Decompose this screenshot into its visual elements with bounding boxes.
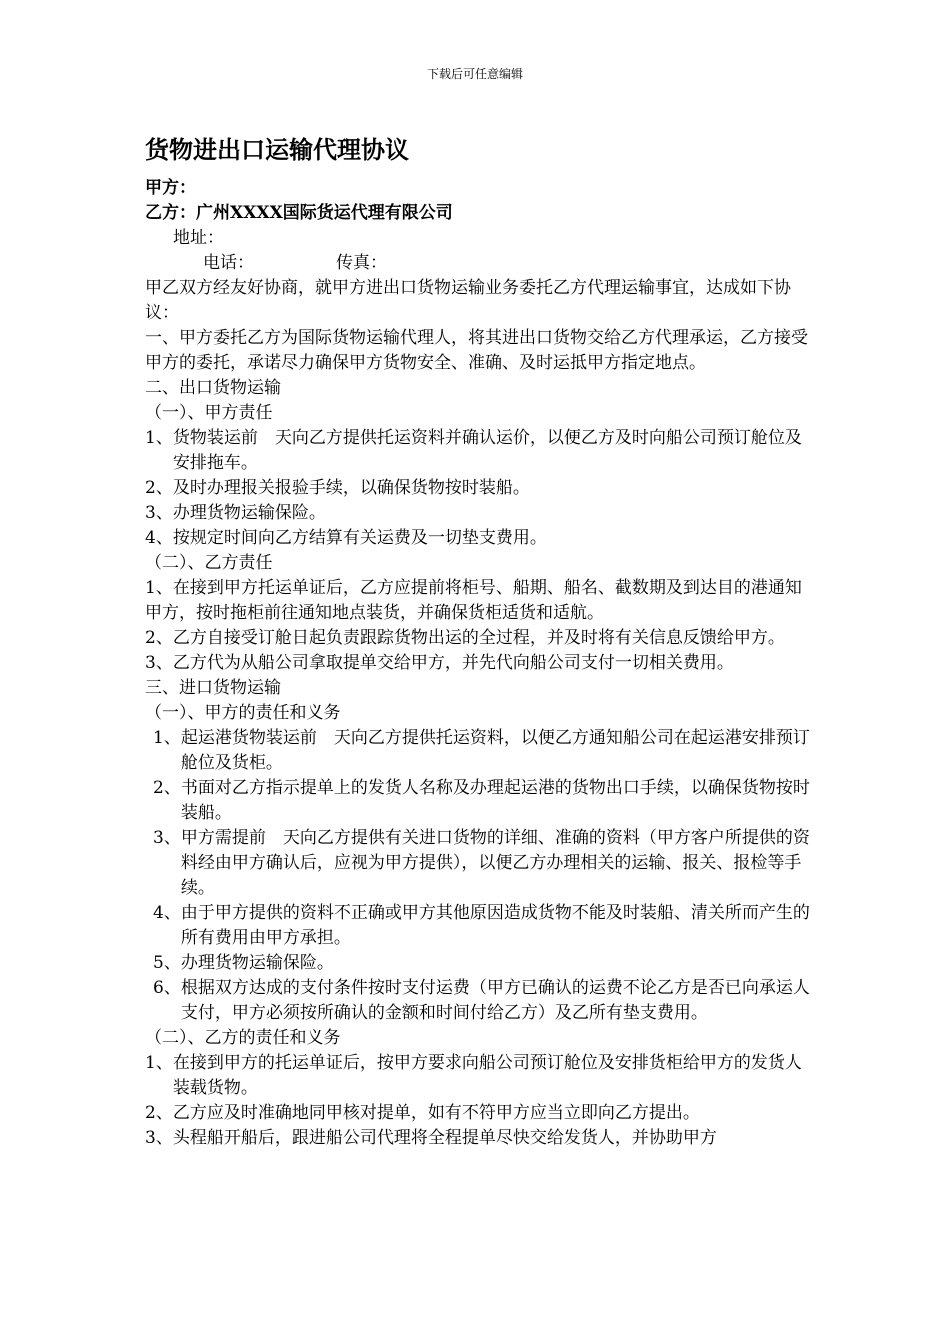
clause-1: 一、甲方委托乙方为国际货物运输代理人，将其进出口货物交给乙方代理承运，乙方接受甲方的委托，承诺尽力确保甲方货物安全、准确、及时运抵甲方指定地点。 xyxy=(145,328,808,373)
party-a: 甲方： xyxy=(145,178,196,198)
item-text: 头程船开船后，跟进船公司代理将全程提单尽快交给发货人，并协助甲方 xyxy=(172,1128,717,1148)
item-text: 在接到甲方的托运单证后，按甲方要求向船公司预订舱位及安排货柜给甲方的发货人装载货物。 xyxy=(172,1053,802,1098)
item-number: 3、 xyxy=(153,828,181,848)
list-item xyxy=(145,726,815,776)
item-number: 1、 xyxy=(145,1053,173,1073)
item-number: 5、 xyxy=(153,953,181,973)
address-line xyxy=(145,226,815,251)
section-2-heading: 二、出口货物运输 xyxy=(145,378,281,398)
item-text: 乙方应及时准确地同甲核对提单，如有不符甲方应当立即向乙方提出。 xyxy=(172,1103,700,1123)
list-item xyxy=(145,501,815,526)
list-item xyxy=(145,1051,815,1101)
item-text: 按规定时间向乙方结算有关运费及一切垫支费用。 xyxy=(172,528,547,548)
item-text: 货物装运前 天向乙方提供托运资料并确认运价，以便乙方及时向船公司预订舱位及安排拖车。 xyxy=(172,428,802,473)
document-title: 货物进出口运输代理协议 xyxy=(145,135,409,164)
item-number: 1、 xyxy=(145,428,173,448)
item-text: 及时办理报关报验手续，以确保货物按时装船。 xyxy=(172,478,530,498)
paragraph-item: 2、乙方自接受订舱日起负责跟踪货物出运的全过程，并及时将有关信息反馈给甲方。 xyxy=(145,628,785,648)
item-number: 2、 xyxy=(153,778,181,798)
section-2-a-heading: （一）、甲方责任 xyxy=(145,403,273,423)
item-text: 根据双方达成的支付条件按时支付运费（甲方已确认的运费不论乙方是否已向承运人支付，甲方必须按所确认的金额和时间付给乙方）及乙所有垫支费用。 xyxy=(180,978,810,1023)
item-text: 办理货物运输保险。 xyxy=(180,953,334,973)
section-3-a-heading: （一）、甲方的责任和义务 xyxy=(145,703,341,723)
paragraph-item: 1、在接到甲方托运单证后，乙方应提前将柜号、船期、船名、截数期及到达目的港通知甲方，按时拖柜前往通知地点装货，并确保货柜适货和适航。 xyxy=(145,578,802,623)
item-text: 办理货物运输保险。 xyxy=(172,503,326,523)
item-text: 书面对乙方指示提单上的发货人名称及办理起运港的货物出口手续，以确保货物按时装船。 xyxy=(180,778,810,823)
item-text: 起运港货物装运前 天向乙方提供托运资料，以便乙方通知船公司在起运港安排预订舱位及货柜。 xyxy=(180,728,810,773)
list-item xyxy=(145,426,815,476)
section-2-b-heading: （二）、乙方责任 xyxy=(145,553,273,573)
party-b: 乙方：广州XXXX国际货运代理有限公司 xyxy=(145,203,453,223)
item-number: 2、 xyxy=(145,478,173,498)
list-item xyxy=(145,1126,815,1151)
list-item xyxy=(145,776,815,826)
contact-line xyxy=(145,251,815,276)
item-text: 甲方需提前 天向乙方提供有关进口货物的详细、准确的资料（甲方客户所提供的资料经由甲方确认后，应视为甲方提供），以便乙方办理相关的运输、报关、报检等手续。 xyxy=(180,828,810,898)
fax-label: 传真： xyxy=(336,253,387,273)
paragraph-item: 3、乙方代为从船公司拿取提单交给甲方，并先代向船公司支付一切相关费用。 xyxy=(145,653,734,673)
item-number: 3、 xyxy=(145,503,173,523)
intro-paragraph: 甲乙双方经友好协商，就甲方进出口货物运输业务委托乙方代理运输事宜，达成如下协议： xyxy=(145,278,791,323)
list-item xyxy=(145,1101,815,1126)
item-text: 由于甲方提供的资料不正确或甲方其他原因造成货物不能及时装船、清关所而产生的所有费用由甲方承担。 xyxy=(180,903,810,948)
list-item xyxy=(145,826,815,901)
item-number: 3、 xyxy=(145,1128,173,1148)
section-3-heading: 三、进口货物运输 xyxy=(145,678,281,698)
address-label: 地址： xyxy=(173,228,224,248)
list-item xyxy=(145,976,815,1026)
list-item xyxy=(145,526,815,551)
list-item xyxy=(145,476,815,501)
document-body xyxy=(145,130,815,1151)
item-number: 4、 xyxy=(153,903,181,923)
item-number: 4、 xyxy=(145,528,173,548)
item-number: 2、 xyxy=(145,1103,173,1123)
list-item xyxy=(145,951,815,976)
item-number: 6、 xyxy=(153,978,181,998)
section-3-b-heading: （二）、乙方的责任和义务 xyxy=(145,1028,341,1048)
item-number: 1、 xyxy=(153,728,181,748)
tel-label: 电话： xyxy=(203,253,254,273)
list-item xyxy=(145,901,815,951)
header-note: 下载后可任意编辑 xyxy=(426,67,523,81)
